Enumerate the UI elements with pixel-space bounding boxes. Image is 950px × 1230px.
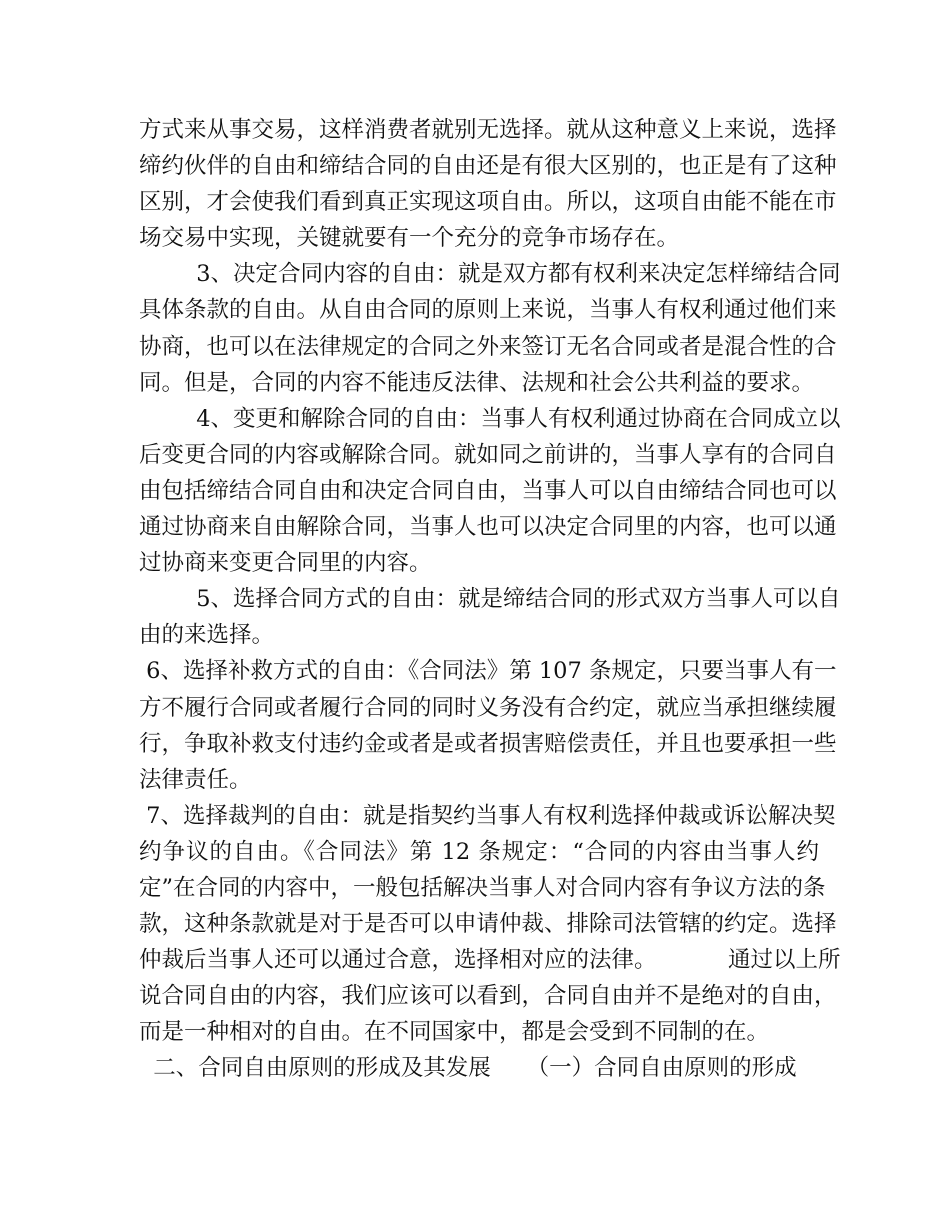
text-line: 方式来从事交易，这样消费者就别无选择。就从这种意义上来说，选择 (139, 117, 837, 143)
text-line: 过协商来变更合同里的内容。 (139, 550, 432, 577)
section-heading: 二、合同自由原则的形成及其发展 （一）合同自由原则的形成 (139, 1055, 797, 1082)
text-line: 仲裁后当事人还可以通过合意，选择相对应的法律。 通过以上所 (139, 947, 841, 974)
text-line: 由的来选择。 (139, 622, 275, 649)
text-line: 同。但是，合同的内容不能违反法律、法规和社会公共利益的要求。 (139, 369, 815, 396)
text-line: 后变更合同的内容或解除合同。就如同之前讲的，当事人享有的合同自 (139, 441, 837, 468)
text-line: 约争议的自由。《合同法》第 12 条规定：“合同的内容由当事人约 (139, 838, 819, 865)
text-line: 3、决定合同内容的自由：就是双方都有权利来决定怎样缔结合同 (139, 261, 841, 288)
body-text (139, 112, 841, 1087)
text-line: 场交易中实现，关键就要有一个充分的竞争市场存在。 (139, 225, 680, 252)
text-line: 区别，才会使我们看到真正实现这项自由。所以，这项自由能不能在市 (139, 189, 837, 216)
text-line: 通过协商来自由解除合同，当事人也可以决定合同里的内容，也可以通 (139, 514, 837, 541)
text-line: 说合同自由的内容，我们应该可以看到，合同自由并不是绝对的自由， (139, 983, 837, 1010)
text-line: 由包括缔结合同自由和决定合同自由，当事人可以自由缔结合同也可以 (139, 477, 837, 504)
text-line: 4、变更和解除合同的自由：当事人有权利通过协商在合同成立以 (139, 405, 841, 432)
text-line: 具体条款的自由。从自由合同的原则上来说，当事人有权利通过他们来 (139, 297, 837, 324)
text-line: 法律责任。 (139, 766, 252, 793)
text-line: 6、选择补救方式的自由：《合同法》第 107 条规定，只要当事人有一 (139, 658, 837, 685)
text-line: 而是一种相对的自由。在不同国家中，都是会受到不同制的在。 (139, 1019, 770, 1046)
text-line: 7、选择裁判的自由：就是指契约当事人有权利选择仲裁或诉讼解决契 (139, 802, 836, 829)
text-line: 缔约伙伴的自由和缔结合同的自由还是有很大区别的，也正是有了这种 (139, 153, 837, 180)
text-line: 5、选择合同方式的自由：就是缔结合同的形式双方当事人可以自 (139, 586, 841, 613)
text-line: 行，争取补救支付违约金或者是或者损害赔偿责任，并且也要承担一些 (139, 730, 837, 757)
text-line: 协商，也可以在法律规定的合同之外来签订无名合同或者是混合性的合 (139, 333, 837, 360)
text-line: 方不履行合同或者履行合同的同时义务没有合约定，就应当承担继续履 (139, 694, 837, 721)
text-line: 款，这种条款就是对于是否可以申请仲裁、排除司法管辖的约定。选择 (139, 911, 837, 938)
text-line: 定”在合同的内容中，一般包括解决当事人对合同内容有争议方法的条 (139, 874, 826, 901)
